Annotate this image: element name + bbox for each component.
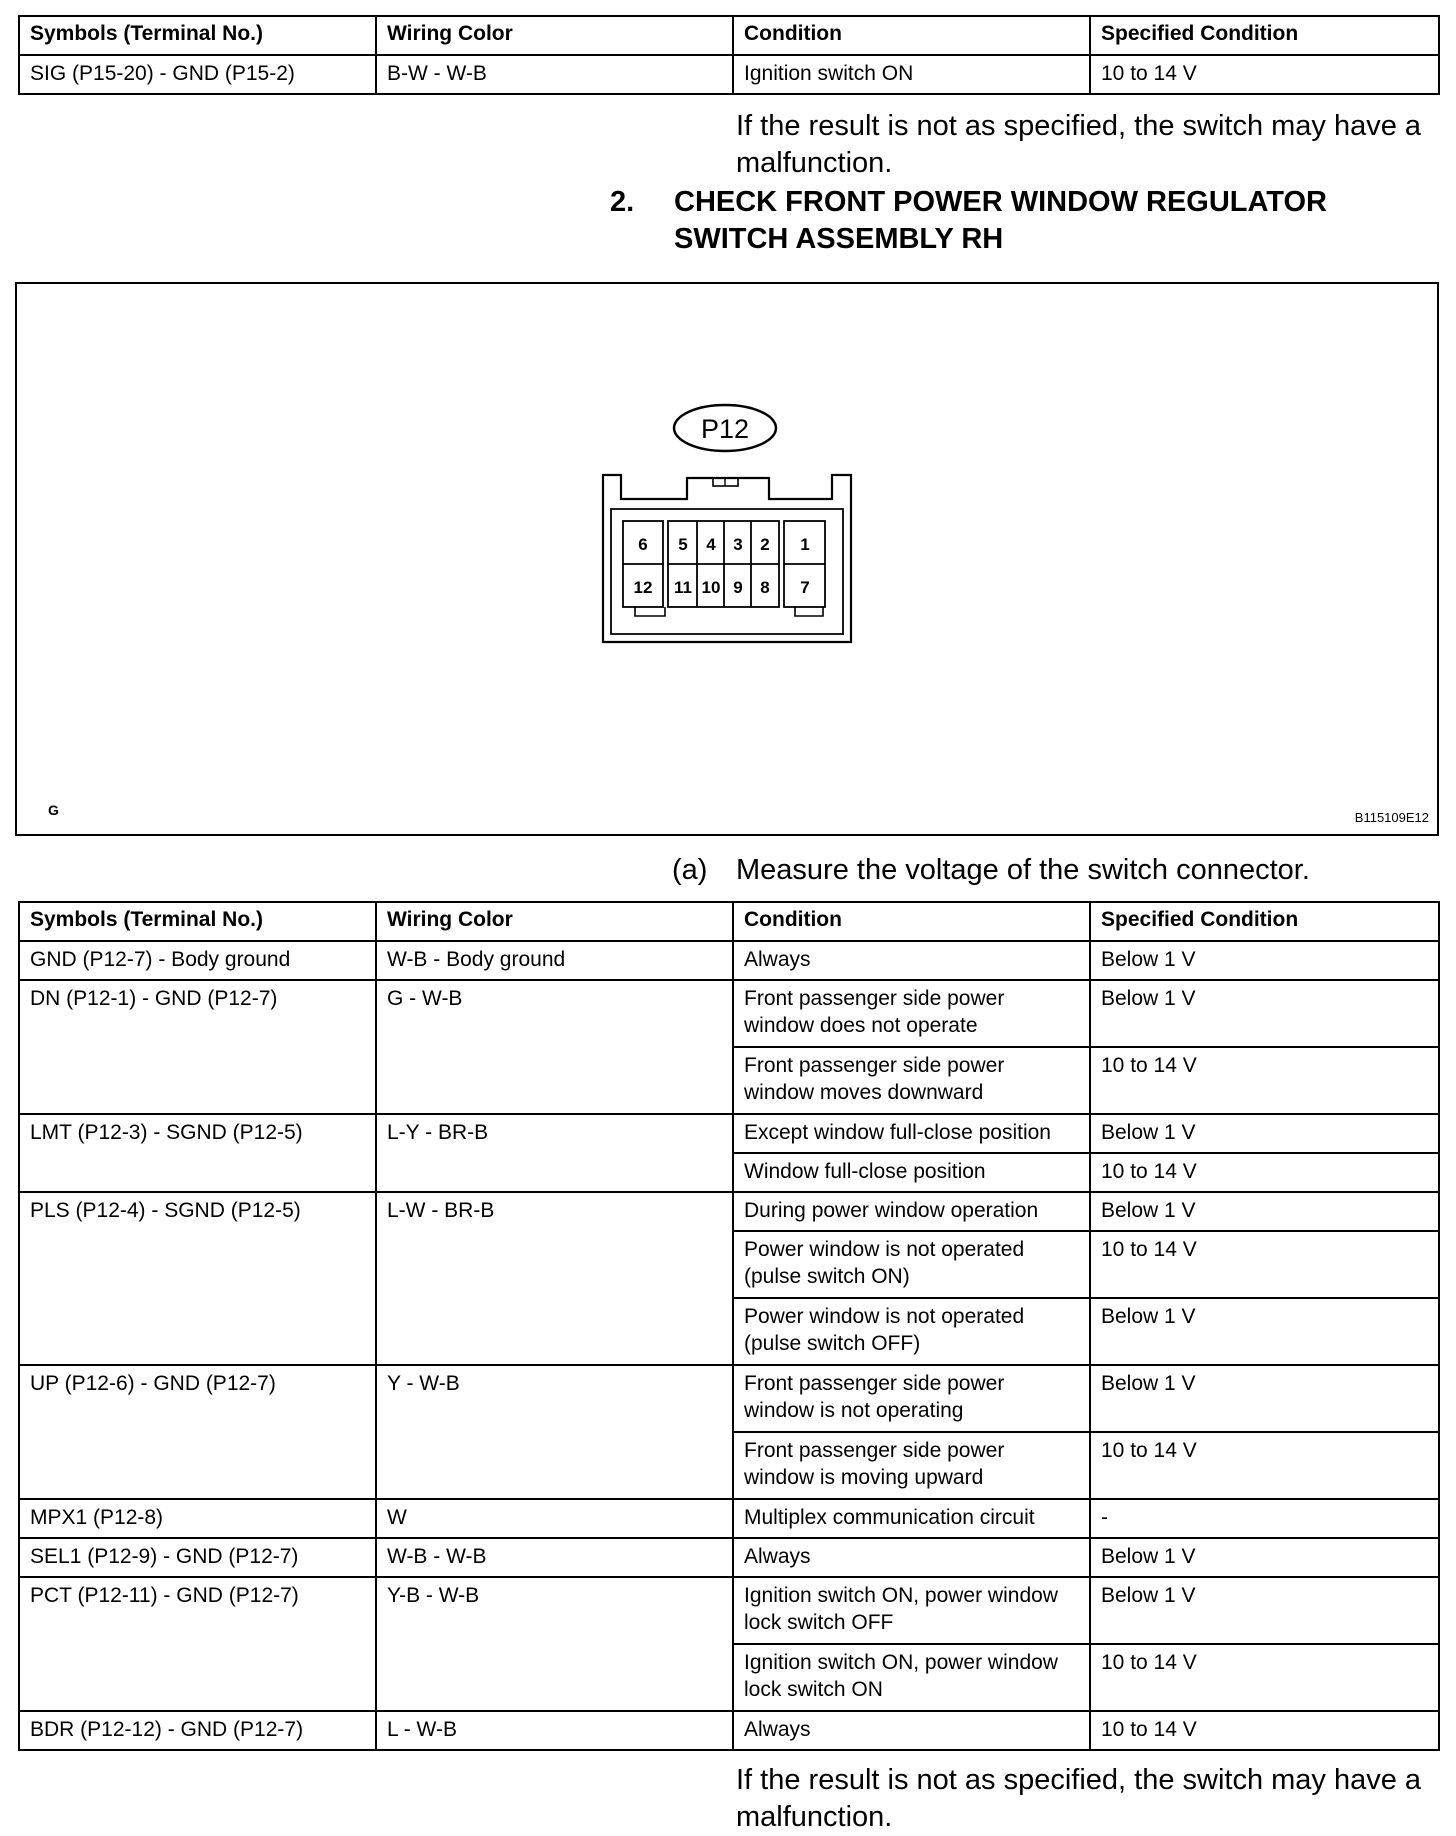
cell-condition: Power window is not operated (pulse switch ON) <box>733 1231 1090 1298</box>
pin-2: 2 <box>760 535 770 554</box>
table-row <box>19 980 1439 1047</box>
cell-spec: Below 1 V <box>1090 1538 1439 1577</box>
connector-figure <box>15 282 1439 836</box>
cell-symbol: DN (P12-1) - GND (P12-7) <box>19 980 376 1114</box>
table-row <box>19 1499 1439 1538</box>
table-row <box>19 941 1439 980</box>
figure-letter: G <box>48 802 59 818</box>
cell-spec: Below 1 V <box>1090 1114 1439 1153</box>
cell-condition: Front passenger side power window is moving upward <box>733 1432 1090 1499</box>
cell-spec: 10 to 14 V <box>1090 1231 1439 1298</box>
cell-color: W <box>376 1499 733 1538</box>
header-wiring-color: Wiring Color <box>376 902 733 941</box>
cell-symbol: SIG (P15-20) - GND (P15-2) <box>19 55 376 94</box>
cell-spec: 10 to 14 V <box>1090 1644 1439 1711</box>
section-number: 2. <box>610 186 635 218</box>
cell-spec: Below 1 V <box>1090 941 1439 980</box>
cell-spec: 10 to 14 V <box>1090 1047 1439 1114</box>
top-spec-table <box>18 15 1440 95</box>
pin-9: 9 <box>733 578 743 597</box>
cell-condition: Always <box>733 941 1090 980</box>
pin-3: 3 <box>733 535 743 554</box>
cell-color: W-B - W-B <box>376 1538 733 1577</box>
header-symbols: Symbols (Terminal No.) <box>19 902 376 941</box>
cell-color: L - W-B <box>376 1711 733 1750</box>
cell-condition: Ignition switch ON, power window lock switch OFF <box>733 1577 1090 1644</box>
cell-spec: Below 1 V <box>1090 1192 1439 1231</box>
pin-12: 12 <box>633 578 653 597</box>
cell-color: W-B - Body ground <box>376 941 733 980</box>
cell-symbol: LMT (P12-3) - SGND (P12-5) <box>19 1114 376 1192</box>
table-row <box>19 1577 1439 1644</box>
cell-symbol: UP (P12-6) - GND (P12-7) <box>19 1365 376 1499</box>
pin-11: 11 <box>674 578 692 597</box>
table-row <box>19 55 1439 94</box>
section-title: CHECK FRONT POWER WINDOW REGULATOR SWITCH ASSEMBLY RH <box>674 186 1327 255</box>
pin-5: 5 <box>678 535 688 554</box>
voltage-spec-table <box>18 901 1440 1751</box>
pin-10: 10 <box>701 578 721 597</box>
pin-7: 7 <box>800 578 810 597</box>
step-text: Measure the voltage of the switch connector. <box>736 854 1310 886</box>
cell-condition: Ignition switch ON, power window lock switch ON <box>733 1644 1090 1711</box>
cell-spec: Below 1 V <box>1090 980 1439 1047</box>
cell-symbol: MPX1 (P12-8) <box>19 1499 376 1538</box>
header-wiring-color: Wiring Color <box>376 16 733 55</box>
table-row <box>19 1114 1439 1153</box>
header-symbols: Symbols (Terminal No.) <box>19 16 376 55</box>
connector-label: P12 <box>700 414 750 444</box>
cell-condition: Power window is not operated (pulse switch OFF) <box>733 1298 1090 1365</box>
malfunction-note-1: If the result is not as specified, the switch may have a malfunction. <box>736 110 1422 179</box>
cell-spec: Below 1 V <box>1090 1577 1439 1644</box>
cell-condition: Except window full-close position <box>733 1114 1090 1153</box>
cell-condition: Ignition switch ON <box>733 55 1090 94</box>
cell-color: L-Y - BR-B <box>376 1114 733 1192</box>
cell-symbol: PCT (P12-11) - GND (P12-7) <box>19 1577 376 1711</box>
cell-spec: Below 1 V <box>1090 1365 1439 1432</box>
cell-condition: Front passenger side power window does not operate <box>733 980 1090 1047</box>
header-condition: Condition <box>733 902 1090 941</box>
cell-condition: Front passenger side power window moves downward <box>733 1047 1090 1114</box>
cell-condition: Window full-close position <box>733 1153 1090 1192</box>
table-row <box>19 1365 1439 1432</box>
cell-spec: - <box>1090 1499 1439 1538</box>
cell-condition: During power window operation <box>733 1192 1090 1231</box>
cell-symbol: GND (P12-7) - Body ground <box>19 941 376 980</box>
table-header-row <box>19 16 1439 55</box>
cell-color: B-W - W-B <box>376 55 733 94</box>
pin-1: 1 <box>800 535 810 554</box>
cell-condition: Always <box>733 1538 1090 1577</box>
header-condition: Condition <box>733 16 1090 55</box>
cell-spec: 10 to 14 V <box>1090 1153 1439 1192</box>
header-specified-condition: Specified Condition <box>1090 16 1439 55</box>
cell-spec: 10 to 14 V <box>1090 1432 1439 1499</box>
cell-condition: Always <box>733 1711 1090 1750</box>
cell-color: Y - W-B <box>376 1365 733 1499</box>
step-label: (a) <box>672 854 708 886</box>
cell-symbol: BDR (P12-12) - GND (P12-7) <box>19 1711 376 1750</box>
cell-spec: 10 to 14 V <box>1090 55 1439 94</box>
cell-condition: Multiplex communication circuit <box>733 1499 1090 1538</box>
table-row <box>19 1192 1439 1231</box>
figure-id: B115109E12 <box>1354 810 1429 825</box>
pin-8: 8 <box>760 578 770 597</box>
table-row <box>19 1711 1439 1750</box>
table-header-row <box>19 902 1439 941</box>
voltage-table-body <box>19 941 1439 1750</box>
cell-spec: 10 to 14 V <box>1090 1711 1439 1750</box>
cell-symbol: SEL1 (P12-9) - GND (P12-7) <box>19 1538 376 1577</box>
connector-diagram <box>17 284 1437 834</box>
table-row <box>19 1538 1439 1577</box>
malfunction-note-2: If the result is not as specified, the switch may have a malfunction. <box>736 1764 1422 1833</box>
header-specified-condition: Specified Condition <box>1090 902 1439 941</box>
cell-color: L-W - BR-B <box>376 1192 733 1365</box>
pin-4: 4 <box>706 535 716 554</box>
cell-spec: Below 1 V <box>1090 1298 1439 1365</box>
cell-color: G - W-B <box>376 980 733 1114</box>
cell-color: Y-B - W-B <box>376 1577 733 1711</box>
connector-body <box>603 475 851 642</box>
cell-condition: Front passenger side power window is not operating <box>733 1365 1090 1432</box>
pin-6: 6 <box>638 535 648 554</box>
cell-symbol: PLS (P12-4) - SGND (P12-5) <box>19 1192 376 1365</box>
